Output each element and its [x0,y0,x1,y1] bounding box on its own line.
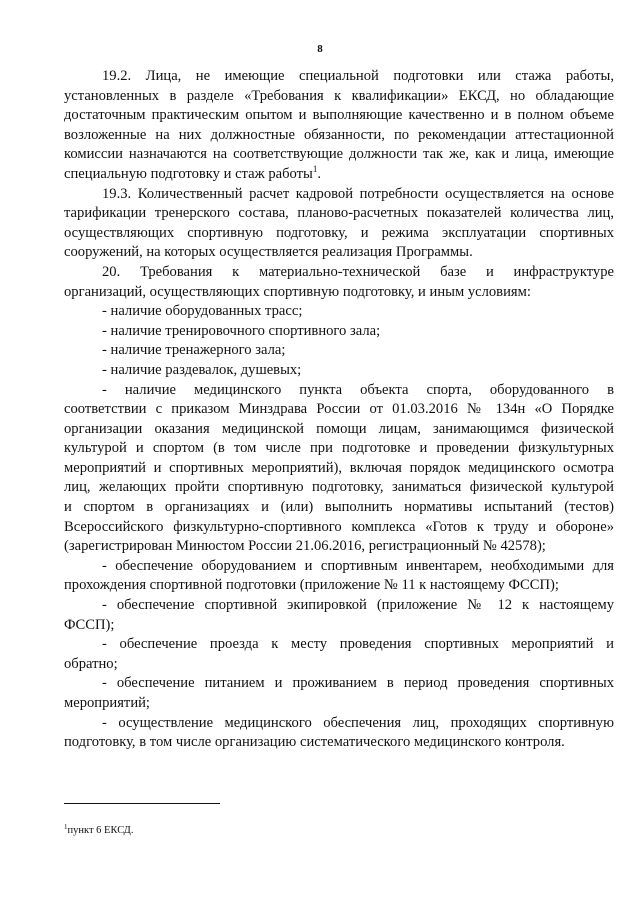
paragraph-19-2-line: 19.2. Лица, не имеющие специальной подготовки или стажа работы, [102,68,614,84]
paragraph-19-2-line: достаточным практическим опытом и выполняющие качественно и в полном объеме [64,107,614,124]
list-item-food-lodging: - обеспечение питанием и проживанием в период проведения спортивных [102,675,614,692]
list-item-medical-point: Всероссийского физкультурно-спортивного комплекса «Готов к труду и обороне» [64,518,614,535]
list-item-medical-point: (зарегистрирован Минюстом России 21.06.2016, регистрационный № 42578); [64,538,546,555]
paragraph-20-line: 20. Требования к материально-технической базе и инфраструктуре [102,263,614,280]
paragraph-19-2-line: комиссии назначаются на соответствующие должности так же, как и лица, имеющие [64,146,614,163]
paragraph-19-2-line: возложенные на них должностные обязанности, по рекомендации аттестационной [64,126,614,143]
paragraph-20-line: организаций, осуществляющих спортивную подготовку, и иным условиям: [64,283,531,300]
list-item-equipment: прохождения спортивной подготовки (приложение № 11 к настоящему ФССП); [64,577,559,594]
paragraph-19-2-line: установленных в разделе «Требования к квалификации» ЕКСД, но обладающие [64,87,614,104]
list-item-medical-point: лиц, желающих пройти спортивную подготовку, заниматься физической культурой [64,479,614,496]
list-item: - наличие тренажерного зала; [102,342,286,359]
paragraph-19-2-last-line [64,165,614,185]
paragraph-19-2-end-period: . [317,165,321,182]
list-item: - наличие раздевалок, душевых; [102,361,302,378]
list-item-outfit: ФССП); [64,616,115,633]
paragraph-19-3-line: сооружений, на которых осуществляется реализация Программы. [64,244,473,261]
paragraph-19-2-last-text: специальную подготовку и стаж работы [64,165,313,182]
footnote [64,824,133,838]
list-item: - наличие тренировочного спортивного зала; [102,322,381,339]
list-item: - наличие оборудованных трасс; [102,303,303,320]
paragraph-19-3-line: 19.3. Количественный расчет кадровой потребности осуществляется на основе [102,185,614,202]
list-item-medical-point: организации оказания медицинской помощи лицам, занимающимся физической [64,420,614,437]
list-item-medical-point: культурой и спортом (в том числе при подготовке и проведении физкультурных [64,440,614,457]
list-item-equipment: - обеспечение оборудованием и спортивным инвентарем, необходимыми для [102,557,614,574]
list-item-medical-support: подготовку, в том числе организацию систематического медицинского контроля. [64,734,565,751]
document-body [64,67,614,753]
footnote-text: пункт 6 ЕКСД. [67,825,134,836]
list-item-travel: обратно; [64,655,118,672]
list-item-medical-point: и спортом в организациях и (или) выполнить нормативы испытаний (тестов) [64,499,614,516]
footnote-mark: 1 [64,823,68,831]
list-item-outfit: - обеспечение спортивной экипировкой (приложение № 12 к настоящему [102,597,614,614]
footnote-reference: 1 [312,163,318,174]
list-item-medical-point: мероприятий и спортивных мероприятий), включая порядок медицинского осмотра [64,459,614,476]
paragraph-19-3-line: осуществляющих спортивную подготовку, и режима эксплуатации спортивных [64,224,614,241]
list-item-medical-point: - наличие медицинского пункта объекта спорта, оборудованного в [102,381,614,398]
list-item-medical-support: - осуществление медицинского обеспечения лиц, проходящих спортивную [102,714,614,731]
list-item-food-lodging: мероприятий; [64,695,150,711]
footnote-separator [64,803,220,804]
list-item-medical-point: соответствии с приказом Минздрава России от 01.03.2016 № 134н «О Порядке [64,401,614,418]
paragraph-19-3-line: тарификации тренерского состава, планово-расчетных показателей количества лиц, [64,205,614,222]
page-number: 8 [317,43,323,55]
list-item-travel: - обеспечение проезда к месту проведения спортивных мероприятий и [102,636,614,653]
